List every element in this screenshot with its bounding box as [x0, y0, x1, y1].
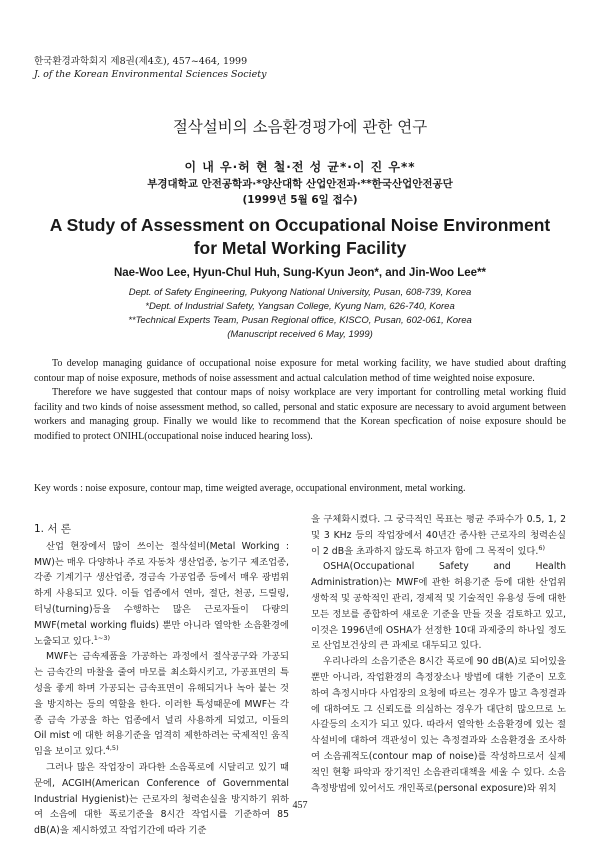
- journal-header-en: J. of the Korean Environmental Sciences Society: [34, 69, 267, 80]
- left-paragraph-1-text: 산업 현장에서 많이 쓰이는 절삭설비(Metal Working : MW)는 매우 다양하나 주로 자동차 생산업종, 농기구 제조업종, 각종 기계기구 생산업종, 경금속 가공업종 등에서 매우 광범위하게 사용되고 있다. 이들 업종에서 연마, 절단, 천공, 드릴링, 터닝(turning)등을 수행하는 많은 근로자들이 다량의 MWF(metal working fluids) 뿐만 아니라 열악한 소음환경에 노출되고 있다.: [34, 540, 289, 647]
- authors-korean: 이 내 우·허 현 철·전 성 균*·이 진 우**: [184, 160, 416, 174]
- right-paragraph-1-text: 을 구체화시켰다. 그 궁극적인 목표는 평균 주파수가 0.5, 1, 2 및 3 KHz 등의 작업장에서 40년간 종사한 근로자의 청력손실이 2 dB을 초과하지 않도록 하고자 함에 그 목적이 있다.: [311, 514, 566, 557]
- affiliation-korean: 부경대학교 안전공학과·*양산대학 산업안전과·**한국산업안전공단: [147, 178, 453, 190]
- left-paragraph-3: 그러나 많은 작업장이 과다한 소음폭로에 시달리고 있기 때문에, ACGIH(American Conference of Governmental Industrial Hygienist)는 근로자의 청력손실을 방지하기 위하여 소음에 대한 폭로기준을 8시간 작업시를 기준하여 85 dB(A)을 제시하였고 작업기간에 따라 기준: [34, 761, 289, 837]
- right-paragraph-1: [311, 512, 566, 559]
- title-english-line1: A Study of Assessment on Occupational Noise Environment: [49, 215, 551, 235]
- affiliation-english-2: *Dept. of Industrial Safety, Yangsan College, Kyung Nam, 626-740, Korea: [145, 301, 455, 312]
- received-date-korean: (1999년 5월 6일 접수): [242, 194, 358, 206]
- title-english: [0, 214, 600, 260]
- title-english-line2: for Metal Working Facility: [193, 238, 407, 258]
- right-paragraph-2: OSHA(Occupational Safety and Health Administration)는 MWF에 관한 허용기준 등에 대한 산업위생학적 및 공학적인 관리, 경제적 및 기술적인 유용성 등에 대한 모든 정보를 종합하여 새로운 기준을 만들 것을 검토하고 있고, 이것은 1996년에 OSHA가 선정한 10대 과제중의 하나일 정도로 산업보건상의 큰 과제로 대두되고 있다.: [311, 561, 566, 652]
- keywords: Key words : noise exposure, contour map, time weigted average, occupational environment, metal working.: [34, 483, 466, 494]
- left-paragraph-2-text: MWF는 금속제품을 가공하는 과정에서 절삭공구와 가공되는 금속간의 마찰을 줄여 마모를 최소화시키고, 가공표면의 특성을 좋게 하며 가공되는 금속표면이 유해되거나 녹아 붙는 것을 방지하는 등의 역할을 한다. 이러한 특성때문에 MWF는 각종 금속 가공을 하는 업종에서 널리 사용하게 되었고, 이들의 Oil mist 에 대한 허용기준을 엄격히 제한하려는 국제적인 움직임을 보이고 있다.: [34, 651, 289, 758]
- right-paragraph-3: 우리나라의 소음기준은 8시간 폭로에 90 dB(A)로 되어있을 뿐만 아니라, 작업환경의 측정장소나 방법에 대한 기준이 모호하여 측정시마다 사업장의 요청에 따르는 경우가 많고 측정결과에 대하여도 그 신뢰도를 의심하는 경우가 대단히 많으므로 노사갈등의 소지가 되고 있다. 따라서 열악한 소음환경에 있는 절삭설비에 대하여 객관성이 있는 측정결과와 소음환경을 조사하여 소음궤적도(contour map of noise)를 작성하므로서 실제적인 현황 파악과 장기적인 소음관리대책을 세울 수 있다. 소음측정방법에 있어서도 개인폭로(personal exposure)와 위치: [311, 656, 566, 794]
- left-column: [34, 522, 289, 839]
- abstract: [34, 357, 566, 444]
- journal-header-kr: 한국환경과학회지 제8권(제4호), 457~464, 1999: [34, 56, 248, 67]
- citation-4-5: 4,5): [105, 744, 119, 753]
- affiliation-english-3: **Technical Experts Team, Pusan Regional office, KISCO, Pusan, 602-061, Korea: [128, 315, 472, 326]
- section-heading-introduction: 1. 서 론: [34, 523, 71, 535]
- citation-6: 6): [538, 543, 546, 552]
- affiliation-english-1: Dept. of Safety Engineering, Pukyong National University, Pusan, 608-739, Korea: [128, 287, 472, 298]
- authors-english: Nae-Woo Lee, Hyun-Chul Huh, Sung-Kyun Jeon*, and Jin-Woo Lee**: [113, 267, 487, 279]
- left-paragraph-1: [34, 539, 289, 650]
- left-paragraph-2: [34, 649, 289, 760]
- page-number: 457: [292, 800, 308, 811]
- right-column: [311, 512, 566, 796]
- manuscript-received: (Manuscript received 6 May, 1999): [227, 329, 373, 340]
- abstract-paragraph-1: To develop managing guidance of occupational noise exposure for metal working facility, we have studied about drafting contour map of noise exposure, methods of noise assessment and actual calculation method of time weighted noise exposure.: [34, 358, 566, 384]
- citation-1-3: 1~3): [93, 633, 111, 642]
- abstract-paragraph-2: Therefore we have suggested that contour maps of noisy workplace are very important for controlling metal working fluid facility and two kinds of noise assessment method, so called, personal and static exposure are necessary to avoid argument between workers and managing group. Finally we would like to recommend that the Korean specfication of noise exposure should be modified to protect ONIHL(occupational noise induced hearing loss).: [34, 387, 566, 442]
- title-korean: 절삭설비의 소음환경평가에 관한 연구: [172, 118, 428, 136]
